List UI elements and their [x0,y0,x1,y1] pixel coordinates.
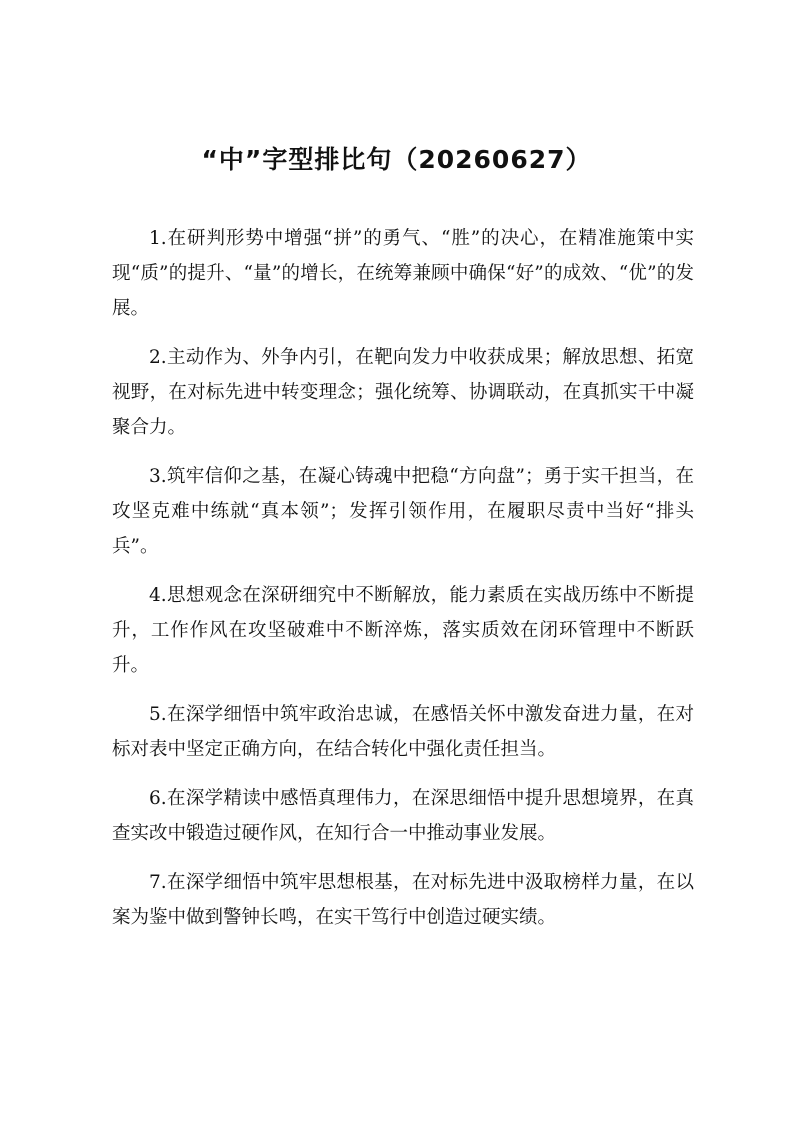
paragraph-3: 3.筑牢信仰之基，在凝心铸魂中把稳“方向盘”；勇于实干担当，在攻坚克难中练就“真本领”；发挥引领作用，在履职尽责中当好“排头兵”。 [112,466,694,557]
paragraph-4: 4.思想观念在深研细究中不断解放，能力素质在实战历练中不断提升，工作作风在攻坚破难中不断淬炼，落实质效在闭环管理中不断跃升。 [112,585,694,676]
paragraph-5: 5.在深学细悟中筑牢政治忠诚，在感悟关怀中激发奋进力量，在对标对表中坚定正确方向，在结合转化中强化责任担当。 [112,704,694,760]
document-body [112,221,694,949]
paragraph-1: 1.在研判形势中增强“拼”的勇气、“胜”的决心，在精准施策中实现“质”的提升、“量”的增长，在统筹兼顾中确保“好”的成效、“优”的发展。 [112,228,694,319]
paragraph-7: 7.在深学细悟中筑牢思想根基，在对标先进中汲取榜样力量，在以案为鉴中做到警钟长鸣，在实干笃行中创造过硬实绩。 [112,872,694,928]
paragraph-6: 6.在深学精读中感悟真理伟力，在深思细悟中提升思想境界，在真查实改中锻造过硬作风，在知行合一中推动事业发展。 [112,788,694,844]
paragraph-2: 2.主动作为、外争内引，在靶向发力中收获成果；解放思想、拓宽视野，在对标先进中转变理念；强化统筹、协调联动，在真抓实干中凝聚合力。 [112,347,694,438]
document-title: “中”字型排比句（20260627） [201,145,592,174]
